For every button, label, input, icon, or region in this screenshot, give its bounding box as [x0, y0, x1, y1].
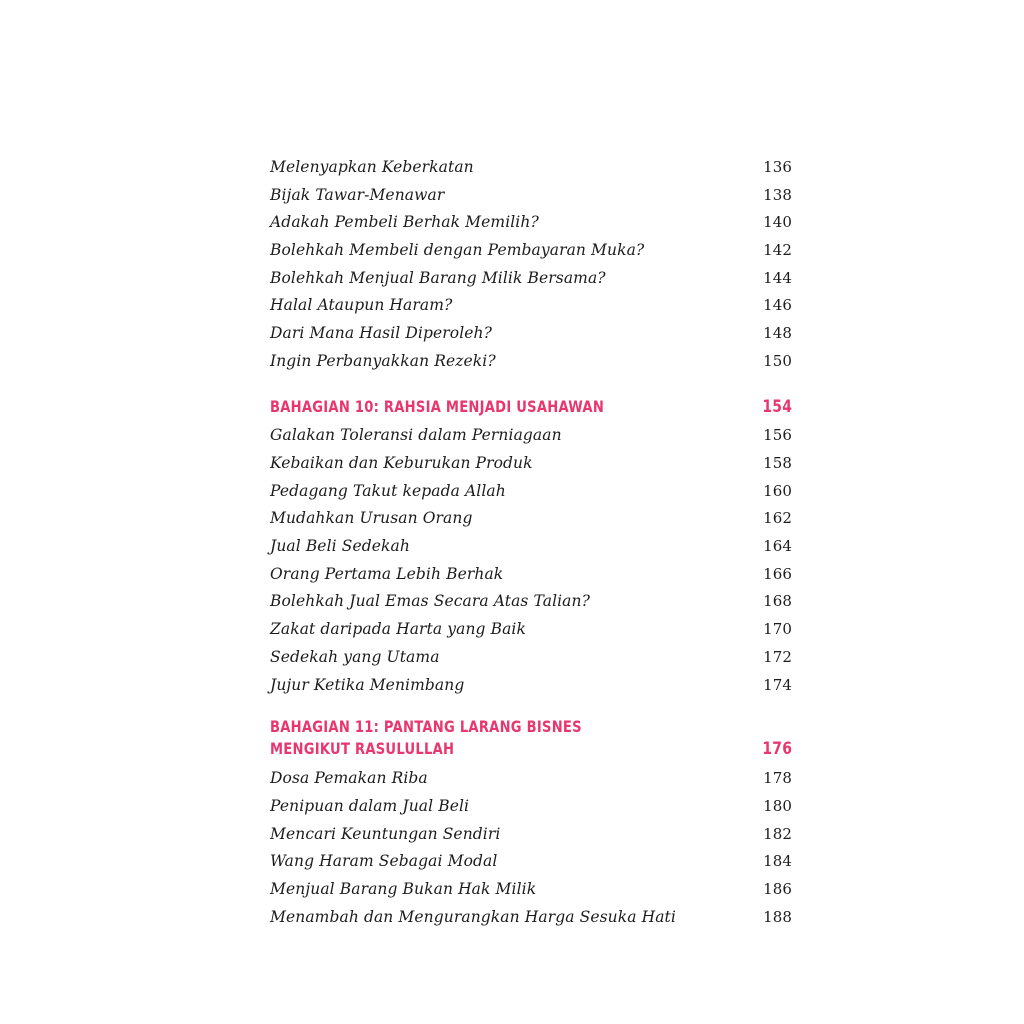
toc-entry: [270, 615, 792, 643]
entry-title: Jujur Ketika Menimbang: [270, 675, 465, 694]
toc-entry: [270, 847, 792, 875]
entry-title: Dari Mana Hasil Diperoleh?: [270, 323, 493, 342]
toc-entry: [270, 671, 792, 699]
entry-page-number: 140: [763, 213, 792, 232]
section-heading-11: [270, 716, 792, 760]
entry-page-number: 164: [763, 537, 792, 556]
entry-title: Orang Pertama Lebih Berhak: [270, 564, 504, 583]
entry-page-number: 136: [763, 157, 792, 176]
entry-title: Dosa Pemakan Riba: [270, 769, 428, 788]
entry-page-number: 188: [763, 907, 792, 926]
toc-entry: [270, 208, 792, 236]
entry-title: Menjual Barang Bukan Hak Milik: [270, 879, 537, 898]
toc-entry: [270, 181, 792, 209]
entry-page-number: 178: [763, 769, 792, 788]
toc-entry: [270, 588, 792, 616]
entry-title: Pedagang Takut kepada Allah: [270, 481, 506, 500]
toc-entry: [270, 347, 792, 375]
toc-entry: [270, 449, 792, 477]
toc-entry: [270, 903, 792, 931]
section-title-line-1: BAHAGIAN 11: PANTANG LARANG BISNES: [270, 717, 582, 737]
toc-entry: [270, 792, 792, 820]
section-page-number: 176: [762, 739, 793, 760]
section-title: [270, 716, 582, 760]
entry-page-number: 182: [763, 824, 792, 843]
entry-page-number: 158: [763, 454, 792, 473]
toc-entry: [270, 264, 792, 292]
entry-page-number: 160: [763, 481, 792, 500]
entry-title: Sedekah yang Utama: [270, 647, 440, 666]
entry-title: Halal Ataupun Haram?: [270, 296, 453, 315]
section-title-line-2: MENGIKUT RASULULLAH: [270, 739, 455, 759]
toc-entry: [270, 477, 792, 505]
entry-title: Mudahkan Urusan Orang: [270, 509, 473, 528]
entry-page-number: 174: [763, 675, 792, 694]
entry-page-number: 148: [763, 323, 792, 342]
entry-title: Melenyapkan Keberkatan: [270, 157, 474, 176]
entry-title: Penipuan dalam Jual Beli: [270, 796, 470, 815]
toc-entry: [270, 820, 792, 848]
entry-page-number: 144: [763, 268, 792, 287]
toc-entry: [270, 291, 792, 319]
toc-entry: [270, 236, 792, 264]
entry-title: Mencari Keuntungan Sendiri: [270, 824, 501, 843]
entry-page-number: 138: [763, 185, 792, 204]
toc-entry: [270, 875, 792, 903]
section-page-number: 154: [762, 396, 793, 417]
toc-entry: [270, 560, 792, 588]
entry-page-number: 146: [763, 296, 792, 315]
entry-page-number: 180: [763, 796, 792, 815]
entry-title: Adakah Pembeli Berhak Memilih?: [270, 213, 539, 232]
entry-title: Jual Beli Sedekah: [270, 537, 410, 556]
entry-title: Bolehkah Jual Emas Secara Atas Talian?: [270, 592, 591, 611]
section-title: BAHAGIAN 10: RAHSIA MENJADI USAHAWAN: [270, 396, 605, 416]
entry-page-number: 156: [763, 426, 792, 445]
entry-title: Kebaikan dan Keburukan Produk: [270, 454, 533, 473]
toc-list: [270, 153, 792, 931]
toc-entry: [270, 153, 792, 181]
entry-title: Zakat daripada Harta yang Baik: [270, 620, 526, 639]
entry-page-number: 184: [763, 852, 792, 871]
entry-title: Ingin Perbanyakkan Rezeki?: [270, 351, 496, 370]
toc-entry: [270, 532, 792, 560]
entry-title: Bolehkah Membeli dengan Pembayaran Muka?: [270, 240, 645, 259]
toc-entry: [270, 505, 792, 533]
entry-page-number: 168: [763, 592, 792, 611]
entry-page-number: 172: [763, 647, 792, 666]
entry-title: Wang Haram Sebagai Modal: [270, 852, 498, 871]
toc-entry: [270, 319, 792, 347]
entry-title: Bolehkah Menjual Barang Milik Bersama?: [270, 268, 606, 287]
entry-page-number: 142: [763, 240, 792, 259]
entry-page-number: 162: [763, 509, 792, 528]
entry-title: Galakan Toleransi dalam Perniagaan: [270, 426, 562, 445]
toc-entry: [270, 643, 792, 671]
entry-title: Bijak Tawar-Menawar: [270, 185, 445, 204]
toc-entry: [270, 422, 792, 450]
section-heading-10: [270, 394, 792, 418]
entry-title: Menambah dan Mengurangkan Harga Sesuka Hati: [270, 907, 676, 926]
toc-entry: [270, 764, 792, 792]
entry-page-number: 186: [763, 879, 792, 898]
entry-page-number: 166: [763, 564, 792, 583]
entry-page-number: 170: [763, 620, 792, 639]
entry-page-number: 150: [763, 351, 792, 370]
